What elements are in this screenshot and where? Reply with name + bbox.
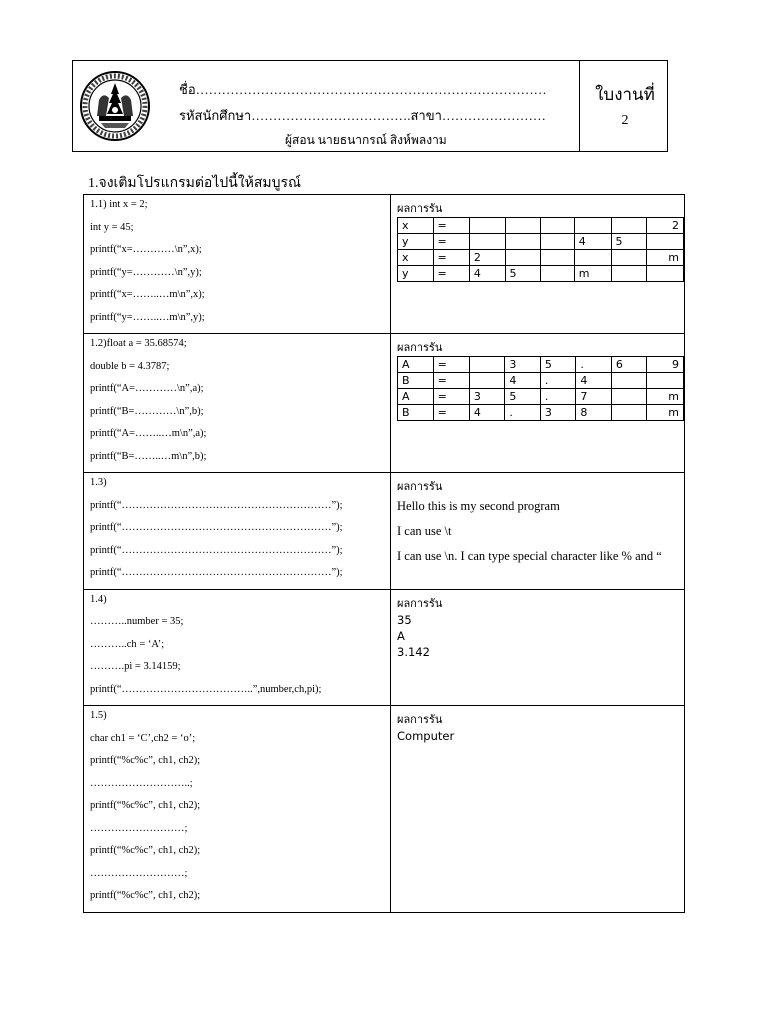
- output-grid-cell: [647, 234, 684, 250]
- result-label: ผลการรัน: [397, 480, 443, 493]
- output-grid-cell: 6: [611, 357, 647, 373]
- code-line: ………………………..;: [90, 777, 193, 789]
- code-line: 1.4): [90, 593, 107, 605]
- output-grid-cell: [611, 250, 647, 266]
- result-cell: [391, 706, 685, 913]
- output-grid-cell: [505, 234, 541, 250]
- code-line: int y = 45;: [90, 221, 134, 233]
- code-line: double b = 4.3787;: [90, 360, 170, 372]
- output-grid-cell: 8: [576, 405, 612, 421]
- output-grid-cell: [469, 373, 505, 389]
- code-cell: [84, 589, 391, 706]
- output-line: 35: [397, 612, 412, 627]
- output-grid: [397, 217, 684, 282]
- code-line: printf(“y=……..…m\n”,y);: [90, 311, 205, 323]
- output-grid-cell: 2: [647, 218, 684, 234]
- exercise-row: [84, 195, 685, 334]
- output-grid-cell: B: [398, 373, 434, 389]
- code-line: printf(“A=…………\n”,a);: [90, 383, 204, 394]
- output-line: I can use \n. I can type special character like % and “: [397, 549, 662, 563]
- result-cell: [391, 589, 685, 706]
- code-line: printf(“……………………………………………………”);: [90, 567, 343, 578]
- output-grid-cell: 9: [647, 357, 684, 373]
- student-id-major-line: รหัสนักศึกษา……………………………….สาขา……………………: [179, 108, 546, 123]
- code-line: printf(“……………………………………………………”);: [90, 522, 343, 533]
- exercise-row: [84, 473, 685, 590]
- output-grid-cell: y: [398, 266, 434, 282]
- output-grid-cell: 3: [505, 357, 541, 373]
- code-cell: [84, 706, 391, 913]
- output-grid-cell: [647, 373, 684, 389]
- result-label: ผลการรัน: [397, 202, 443, 215]
- output-grid-cell: x: [398, 250, 434, 266]
- output-grid-cell: [469, 234, 505, 250]
- output-grid-cell: =: [433, 218, 469, 234]
- code-line: printf(“A=……..…m\n”,a);: [90, 428, 207, 439]
- result-label: ผลการรัน: [397, 341, 443, 354]
- code-line: printf(“%c%c”, ch1, ch2);: [90, 845, 201, 856]
- teacher-name: ผู้สอน นายธนากรณ์ สิงห์พลงาม: [285, 133, 447, 147]
- output-grid-cell: [611, 373, 647, 389]
- code-line: printf(“%c%c”, ch1, ch2);: [90, 755, 201, 766]
- code-line: printf(“……………………………………………………”);: [90, 544, 343, 556]
- output-grid-cell: =: [433, 250, 469, 266]
- output-grid-cell: =: [433, 357, 469, 373]
- output-grid-cell: [541, 266, 575, 282]
- worksheet-title: ใบงานที่: [595, 85, 655, 104]
- code-line: ………..number = 35;: [90, 616, 184, 627]
- output-grid-cell: [469, 218, 505, 234]
- output-line: A: [397, 628, 405, 643]
- output-grid-cell: y: [398, 234, 434, 250]
- result-label: ผลการรัน: [397, 596, 443, 610]
- output-grid-cell: 5: [505, 266, 541, 282]
- output-grid-row: [398, 389, 684, 405]
- output-grid-cell: [611, 389, 647, 405]
- output-grid-cell: A: [398, 357, 434, 373]
- output-grid-cell: m: [647, 389, 684, 405]
- code-line: printf(“y=…………\n”,y);: [90, 266, 202, 278]
- code-line: ………………………;: [90, 867, 188, 879]
- output-grid-cell: 4: [574, 234, 611, 250]
- result-label: ผลการรัน: [397, 713, 443, 726]
- output-grid-cell: =: [433, 373, 469, 389]
- header-box: [72, 60, 668, 152]
- code-line: printf(“B=……..…m\n”,b);: [90, 450, 207, 462]
- name-line: ชื่อ………………………………………………………………………: [179, 82, 547, 97]
- output-grid-cell: 4: [469, 405, 505, 421]
- result-cell: [391, 195, 685, 334]
- output-grid-cell: 4: [469, 266, 505, 282]
- output-grid-cell: [574, 250, 611, 266]
- output-grid-cell: =: [433, 234, 469, 250]
- output-grid-cell: [505, 250, 541, 266]
- output-line: I can use \t: [397, 524, 452, 538]
- code-line: 1.3): [90, 477, 107, 488]
- code-cell: [84, 334, 391, 473]
- question-heading: 1.จงเติมโปรแกรมต่อไปนี้ให้สมบูรณ์: [88, 176, 302, 191]
- output-grid-cell: 5: [611, 234, 647, 250]
- output-grid-cell: 5: [540, 357, 576, 373]
- output-grid-cell: [611, 405, 647, 421]
- code-line: printf(“………………………………..”,number,ch,pi);: [90, 683, 322, 695]
- output-grid-cell: 3: [540, 405, 576, 421]
- output-grid-cell: .: [505, 405, 541, 421]
- code-line: ………………………;: [90, 822, 188, 834]
- code-line: printf(“x=…………\n”,x);: [90, 244, 202, 255]
- worksheet-number: 2: [621, 113, 629, 128]
- code-line: ………..ch = ‘A’;: [90, 638, 165, 650]
- exercise-row: [84, 589, 685, 706]
- code-line: 1.1) int x = 2;: [90, 199, 148, 210]
- output-grid-cell: x: [398, 218, 434, 234]
- output-grid-cell: 5: [505, 389, 541, 405]
- output-grid-cell: 4: [576, 373, 612, 389]
- output-grid-cell: 7: [576, 389, 612, 405]
- result-cell: [391, 473, 685, 590]
- exercise-row: [84, 334, 685, 473]
- code-line: printf(“B=…………\n”,b);: [90, 405, 204, 417]
- output-grid-cell: [611, 218, 647, 234]
- output-grid-cell: [505, 218, 541, 234]
- code-line: printf(“%c%c”, ch1, ch2);: [90, 890, 201, 901]
- university-seal-logo: [79, 70, 151, 142]
- output-grid-row: [398, 218, 684, 234]
- output-line: Computer: [397, 729, 455, 743]
- exercise-table: [83, 194, 685, 913]
- output-grid-cell: .: [576, 357, 612, 373]
- code-line: 1.5): [90, 710, 107, 721]
- code-line: 1.2)float a = 35.68574;: [90, 338, 187, 349]
- output-grid-cell: 2: [469, 250, 505, 266]
- code-cell: [84, 195, 391, 334]
- output-grid: [397, 356, 684, 421]
- output-grid-row: [398, 357, 684, 373]
- output-grid-cell: .: [540, 373, 576, 389]
- output-grid-cell: [574, 218, 611, 234]
- code-cell: [84, 473, 391, 590]
- output-grid-cell: 4: [505, 373, 541, 389]
- output-grid-cell: m: [574, 266, 611, 282]
- output-grid-row: [398, 250, 684, 266]
- code-line: ……….pi = 3.14159;: [90, 661, 181, 672]
- output-grid-row: [398, 234, 684, 250]
- output-grid-cell: m: [647, 250, 684, 266]
- output-grid-cell: =: [433, 389, 469, 405]
- output-line: Hello this is my second program: [397, 499, 560, 513]
- output-grid-cell: [611, 266, 647, 282]
- output-grid-cell: [469, 357, 505, 373]
- code-line: char ch1 = ‘C’,ch2 = ‘o’;: [90, 732, 196, 744]
- output-grid-row: [398, 373, 684, 389]
- output-grid-cell: [541, 234, 575, 250]
- exercise-row: [84, 706, 685, 913]
- output-grid-cell: =: [433, 266, 469, 282]
- output-grid-row: [398, 266, 684, 282]
- code-line: printf(“……………………………………………………”);: [90, 499, 343, 511]
- output-grid-cell: [541, 250, 575, 266]
- output-line: 3.142: [397, 644, 430, 659]
- output-grid-cell: =: [433, 405, 469, 421]
- code-line: printf(“x=……..…m\n”,x);: [90, 289, 205, 300]
- output-grid-cell: B: [398, 405, 434, 421]
- output-grid-cell: 3: [469, 389, 505, 405]
- output-grid-cell: [541, 218, 575, 234]
- result-cell: [391, 334, 685, 473]
- output-grid-cell: .: [540, 389, 576, 405]
- output-grid-row: [398, 405, 684, 421]
- code-line: printf(“%c%c”, ch1, ch2);: [90, 800, 201, 811]
- student-info-fields: [179, 79, 559, 131]
- output-grid-cell: [647, 266, 684, 282]
- output-grid-cell: m: [647, 405, 684, 421]
- output-grid-cell: A: [398, 389, 434, 405]
